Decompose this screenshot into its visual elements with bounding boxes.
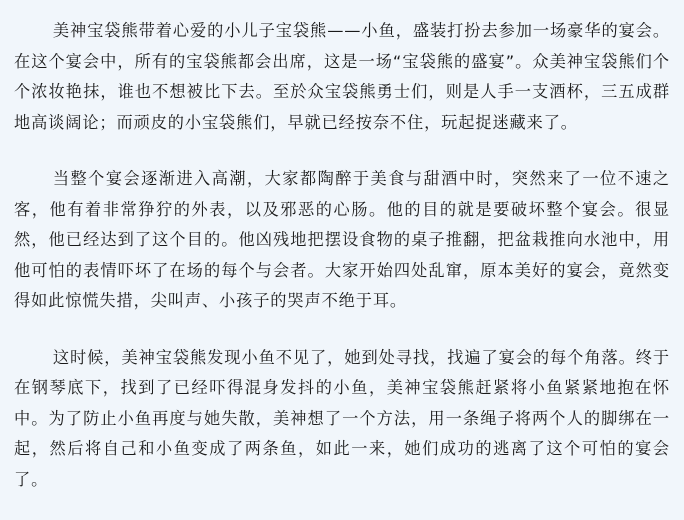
story-paragraph-3: 这时候，美神宝袋熊发现小鱼不见了，她到处寻找，找遍了宴会的每个角落。终于在钢琴底下，找到了已经吓得混身发抖的小鱼，美神宝袋熊赶紧将小鱼紧紧地抱在怀中。为了防止小鱼再度与她失散，美神想了一个方法，用一条绳子将两个人的脚绑在一起，然后将自己和小鱼变成了两条鱼，如此一来，她们成功的逃离了这个可怕的宴会了。 bbox=[14, 347, 670, 489]
story-paragraph-2: 当整个宴会逐渐进入高潮，大家都陶醉于美食与甜酒中时，突然来了一位不速之客，他有着非常狰狞的外表，以及邪恶的心肠。他的目的就是要破坏整个宴会。很显然，他已经达到了这个目的。他凶残地把摆设食物的桌子推翻，把盆栽推向水池中，用他可怕的表情吓坏了在场的每个与会者。大家开始四处乱窜，原本美好的宴会，竟然变得如此惊慌失措，尖叫声、小孩子的哭声不绝于耳。 bbox=[14, 169, 670, 310]
story-paragraph-1: 美神宝袋熊带着心爱的小儿子宝袋熊——小鱼，盛装打扮去参加一场豪华的宴会。在这个宴会中，所有的宝袋熊都会出席，这是一场“宝袋熊的盛宴”。众美神宝袋熊们个个浓妆艳抹，谁也不想被比下去。至於众宝袋熊勇士们，则是人手一支酒杯，三五成群地高谈阔论；而顽皮的小宝袋熊们，早就已经按奈不住，玩起捉迷藏来了。 bbox=[14, 21, 670, 132]
